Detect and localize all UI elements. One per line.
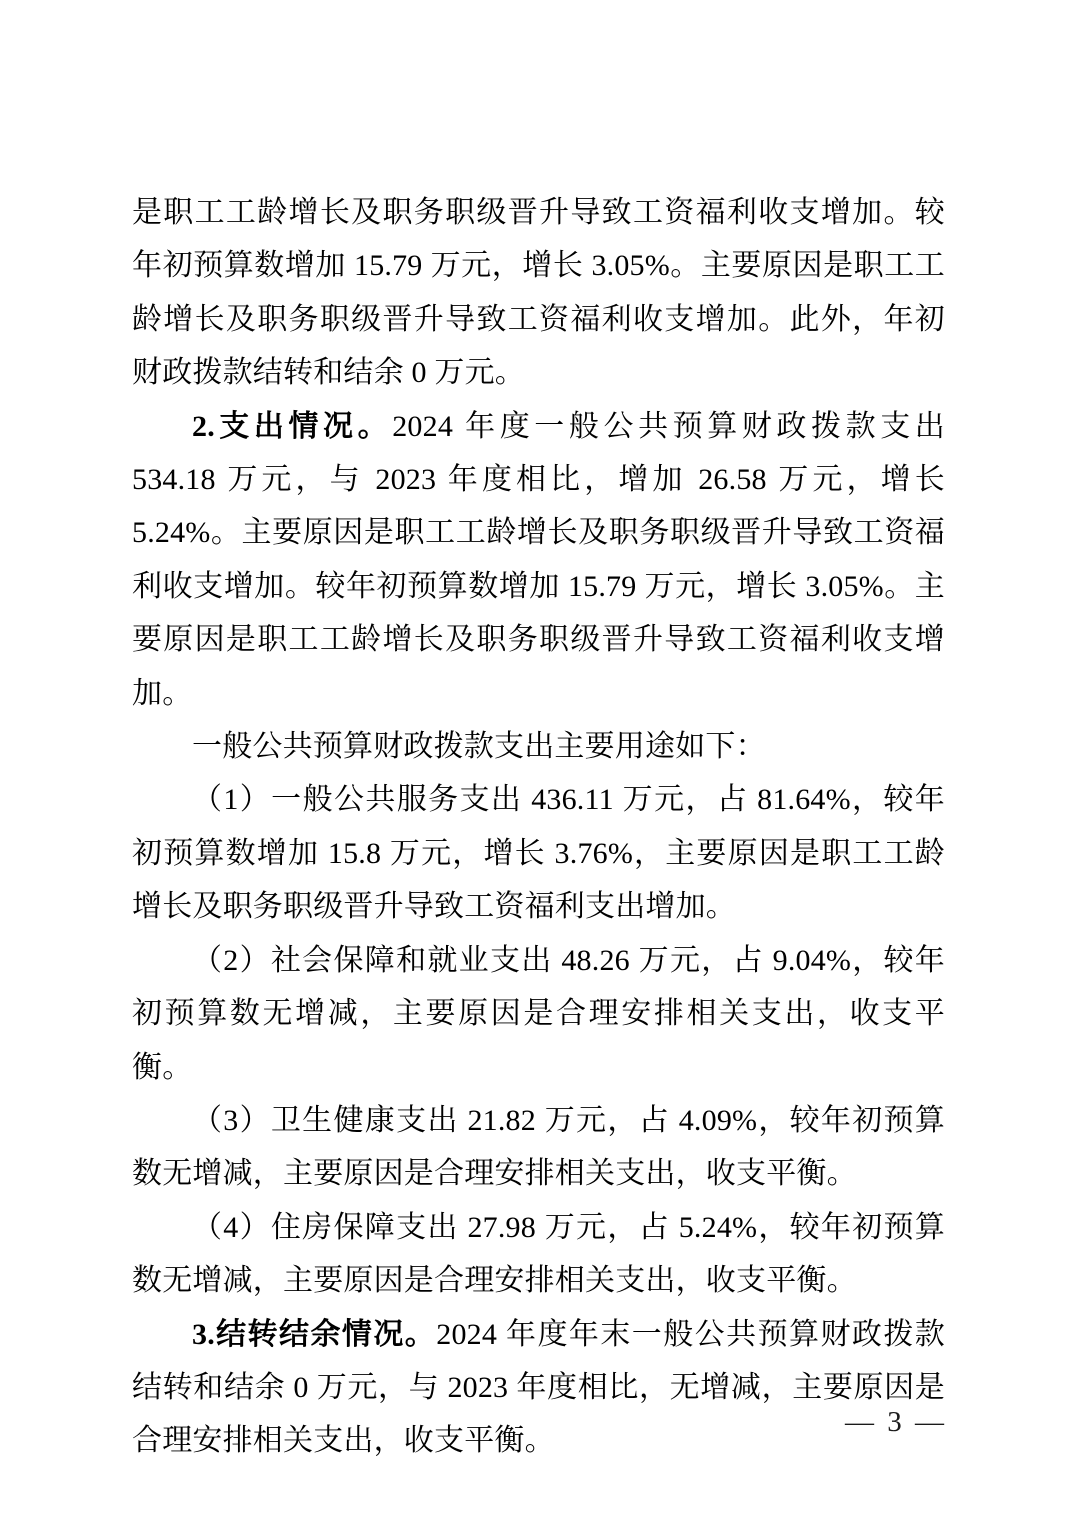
paragraph-item-3-health — [132, 1094, 945, 1201]
paragraph-text: （2）社会保障和就业支出 48.26 万元，占 9.04%，较年初预算数无增减，主要原因是合理安排相关支出，收支平衡。 — [132, 943, 945, 1084]
paragraph-text: 2024 年度一般公共预算财政拨款支出 534.18 万元，与 2023 年度相比，增加 26.58 万元，增长 5.24%。主要原因是职工工龄增长及职务职级晋升导致工资福利收支增加。较年初预算数增加 15.79 万元，增长 3.05%。主要原因是职工工龄增长及职务职级晋升导致工资福利收支增加。 — [132, 409, 945, 710]
paragraph-text: 2024 年度年末一般公共预算财政拨款结转和结余 0 万元，与 2023 年度相比，无增减，主要原因是合理安排相关支出，收支平衡。 — [132, 1317, 945, 1458]
section-lead-carryover: 3.结转结余情况。 — [192, 1317, 437, 1351]
paragraph-item-1-general-public-services — [132, 773, 945, 933]
paragraph-item-2-social-security-employment — [132, 934, 945, 1094]
paragraph-item-4-housing-security — [132, 1201, 945, 1308]
paragraph-text: （1）一般公共服务支出 436.11 万元，占 81.64%，较年初预算数增加 15.8 万元，增长 3.76%，主要原因是职工工龄增长及职务职级晋升导致工资福利支出增加。 — [132, 783, 945, 924]
paragraph-text: （4）住房保障支出 27.98 万元，占 5.24%，较年初预算数无增减，主要原因是合理安排相关支出，收支平衡。 — [132, 1210, 945, 1298]
paragraph-text: （3）卫生健康支出 21.82 万元，占 4.09%，较年初预算数无增减，主要原因是合理安排相关支出，收支平衡。 — [132, 1103, 945, 1191]
paragraph-text: 是职工工龄增长及职务职级晋升导致工资福利收支增加。较年初预算数增加 15.79 万元，增长 3.05%。主要原因是职工工龄增长及职务职级晋升导致工资福利收支增加。此外，年初财政拨款结转和结余 0 万元。 — [132, 196, 945, 390]
section-lead-expenditure: 2.支出情况。 — [192, 409, 393, 443]
page-number: — 3 — — [845, 1406, 947, 1438]
paragraph-carryover-balance — [132, 1308, 945, 1468]
paragraph-continuation — [132, 186, 945, 400]
paragraph-usage-intro — [132, 720, 945, 773]
document-body — [132, 186, 945, 1468]
paragraph-text: 一般公共预算财政拨款支出主要用途如下： — [192, 730, 766, 764]
paragraph-expenditure-overview — [132, 400, 945, 720]
page-footer — [845, 1406, 947, 1438]
